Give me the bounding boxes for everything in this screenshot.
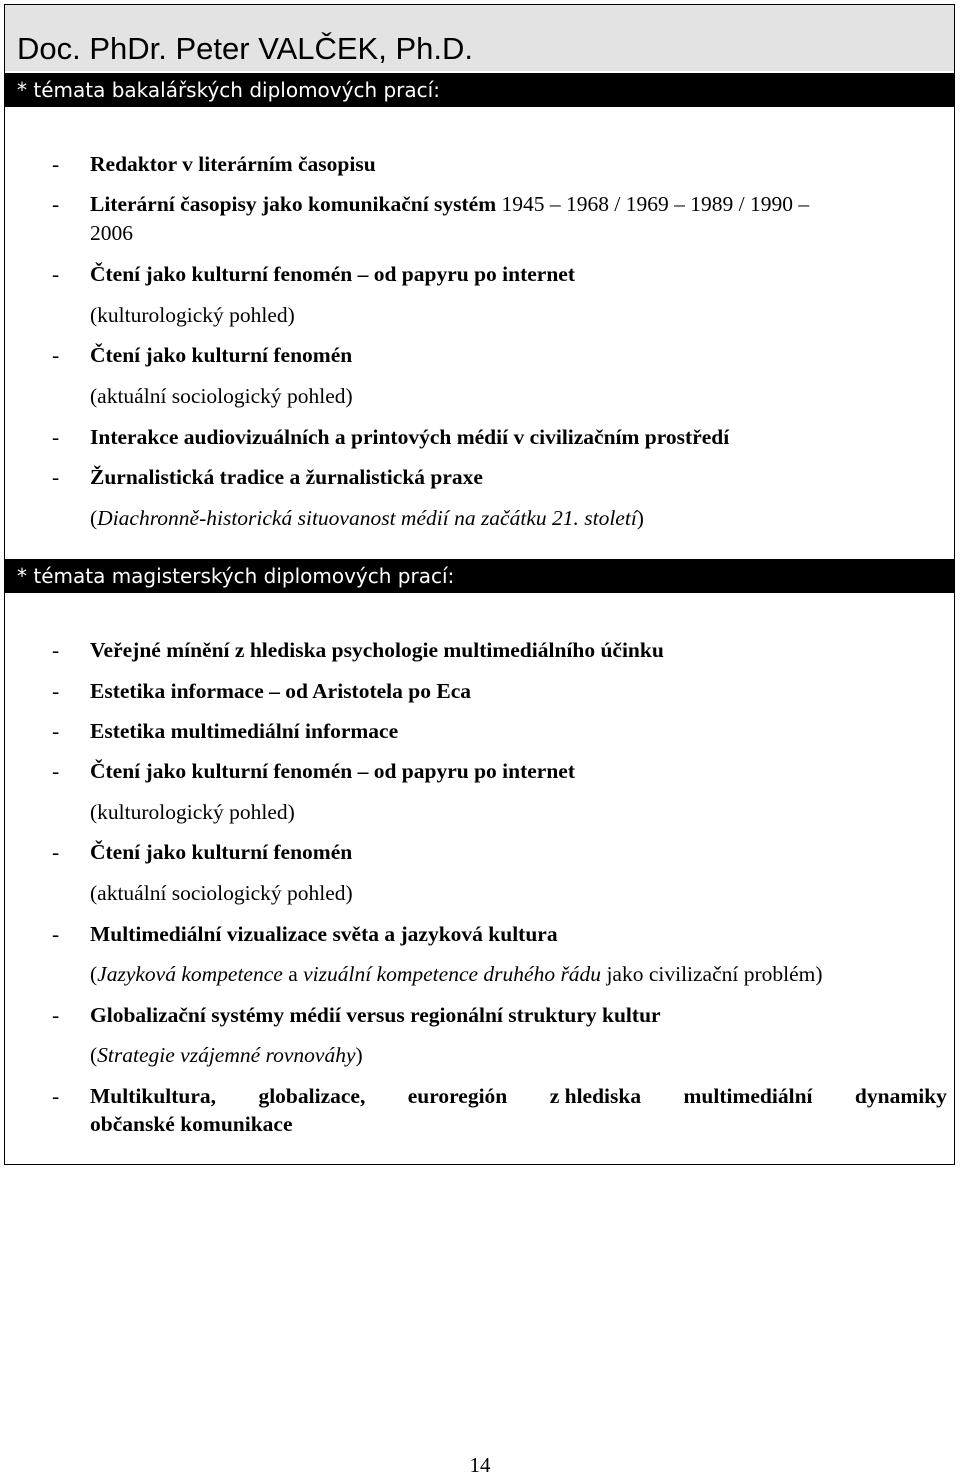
list-item-text: Estetika informace – od Aristotela po Eca	[90, 679, 471, 703]
subtitle-italic: vizuální kompetence druhého řádu	[303, 962, 602, 986]
list-dash: -	[52, 759, 60, 783]
list-dash: -	[52, 192, 60, 216]
subtitle-part: jako civilizační problém)	[601, 962, 823, 986]
list-dash: -	[52, 425, 60, 449]
list-dash: -	[52, 719, 60, 743]
list-item-text: Žurnalistická tradice a žurnalistická praxe	[90, 465, 483, 489]
subtitle-part: (	[90, 962, 98, 986]
subtitle-part: a	[282, 962, 304, 986]
word: Multikultura,	[90, 1084, 217, 1108]
list-item-text: Multimediální vizualizace světa a jazyková kultura	[90, 922, 558, 946]
page-number: 14	[469, 1453, 491, 1477]
list-item-subtitle	[90, 504, 950, 532]
list-item-subtitle	[90, 960, 950, 988]
list-item-text	[90, 1082, 947, 1110]
list-dash: -	[52, 679, 60, 703]
list-dash: -	[52, 465, 60, 489]
word: multimediální	[683, 1084, 813, 1108]
bachelor-heading: * témata bakalářských diplomových prací:	[5, 73, 954, 107]
list-item-bold: Literární časopisy jako komunikační systém	[90, 192, 497, 216]
word: euroregión	[407, 1084, 508, 1108]
list-dash: -	[52, 1003, 60, 1027]
list-item-text: Čtení jako kulturní fenomén – od papyru po internet	[90, 759, 575, 783]
title-bar	[5, 5, 954, 71]
list-item-text: Globalizační systémy médií versus regionální struktury kultur	[90, 1003, 661, 1027]
list-dash: -	[52, 1084, 60, 1108]
list-item-text: Čtení jako kulturní fenomén	[90, 343, 353, 367]
list-dash: -	[52, 262, 60, 286]
document-frame	[4, 4, 955, 1165]
list-item-subtitle: (aktuální sociologický pohled)	[90, 384, 353, 408]
list-dash: -	[52, 922, 60, 946]
list-item-text: Čtení jako kulturní fenomén – od papyru po internet	[90, 262, 575, 286]
word: dynamiky	[854, 1084, 947, 1108]
list-item-subtitle: (kulturologický pohled)	[90, 303, 295, 327]
list-item-text	[90, 190, 947, 218]
list-item-text: Estetika multimediální informace	[90, 719, 399, 743]
list-item-text: Čtení jako kulturní fenomén	[90, 840, 353, 864]
list-item-subtitle: (kulturologický pohled)	[90, 800, 295, 824]
word: z hlediska	[549, 1084, 642, 1108]
list-item-text: Interakce audiovizuálních a printových médií v civilizačním prostředí	[90, 425, 730, 449]
paren-close: )	[355, 1043, 363, 1067]
list-dash: -	[52, 840, 60, 864]
list-item-normal: 1945 – 1968 / 1969 – 1989 / 1990 –	[496, 192, 810, 216]
list-item-subtitle: (aktuální sociologický pohled)	[90, 881, 353, 905]
subtitle-italic: Jazyková kompetence	[97, 962, 283, 986]
list-item-continuation: 2006	[90, 221, 133, 245]
master-heading: * témata magisterských diplomových prací:	[5, 559, 954, 593]
list-dash: -	[52, 343, 60, 367]
subtitle-italic: Diachronně-historická situovanost médií na začátku 21. století	[97, 506, 637, 530]
paren-open: (	[90, 1043, 98, 1067]
paren-open: (	[90, 506, 98, 530]
paren-close: )	[636, 506, 644, 530]
subtitle-italic: Strategie vzájemné rovnováhy	[97, 1043, 356, 1067]
list-item-continuation: občanské komunikace	[90, 1112, 293, 1136]
list-item-text: Veřejné mínění z hlediska psychologie multimediálního účinku	[90, 638, 664, 662]
list-dash: -	[52, 638, 60, 662]
list-item-subtitle	[90, 1041, 950, 1069]
list-dash: -	[52, 152, 60, 176]
word: globalizace,	[258, 1084, 366, 1108]
list-item-text: Redaktor v literárním časopisu	[90, 152, 376, 176]
page-title: Doc. PhDr. Peter VALČEK, Ph.D.	[17, 31, 473, 66]
